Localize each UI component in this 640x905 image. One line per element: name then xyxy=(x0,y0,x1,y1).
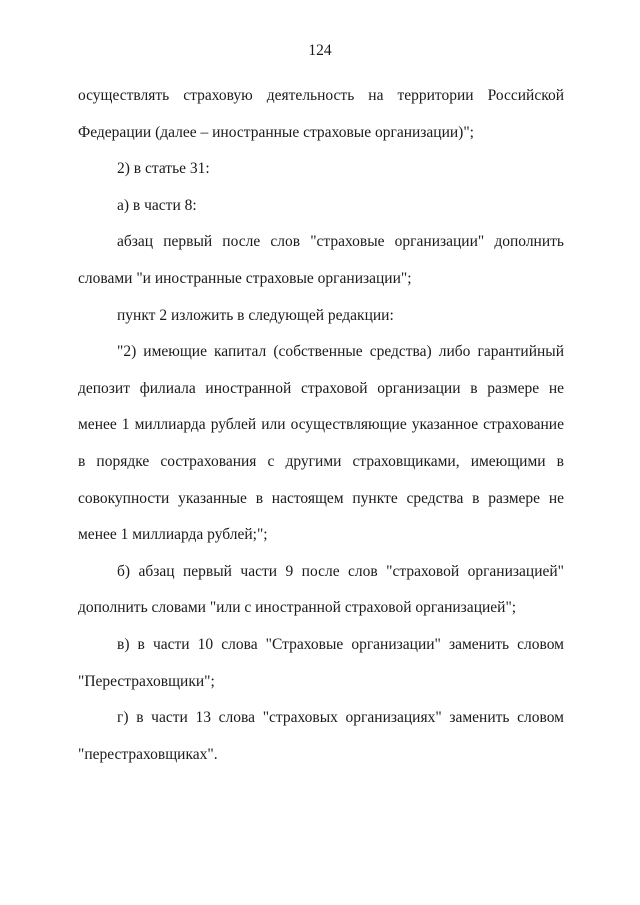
paragraph: а) в части 8: xyxy=(117,196,197,214)
paragraph: осуществлять страховую деятельность на территории Российской Федерации (далее – иностранные страховые организации)"; xyxy=(78,87,564,141)
paragraph: абзац первый после слов "страховые организации" дополнить словами "и иностранные страховые организации"; xyxy=(78,233,564,287)
paragraph: б) абзац первый части 9 после слов "страховой организацией" дополнить словами "или с иностранной страховой организацией"; xyxy=(78,562,564,617)
paragraph: 2) в статье 31: xyxy=(117,160,210,178)
document-body xyxy=(78,78,564,773)
paragraph: в) в части 10 слова "Страховые организации" заменить словом "Перестраховщики"; xyxy=(78,635,564,690)
page-number: 124 xyxy=(308,42,332,59)
paragraph: пункт 2 изложить в следующей редакции: xyxy=(117,306,394,324)
paragraph: "2) имеющие капитал (собственные средства) либо гарантийный депозит филиала иностранной страховой организации в размере не менее 1 миллиарда рублей или осуществляющие указанное страхование в порядке сострахования с другими страховщиками, имеющими в совокупности указанные в настоящем пункте средства в размере не менее 1 миллиарда рублей;"; xyxy=(78,343,564,544)
paragraph: г) в части 13 слова "страховых организациях" заменить словом "перестраховщиках". xyxy=(78,709,564,763)
